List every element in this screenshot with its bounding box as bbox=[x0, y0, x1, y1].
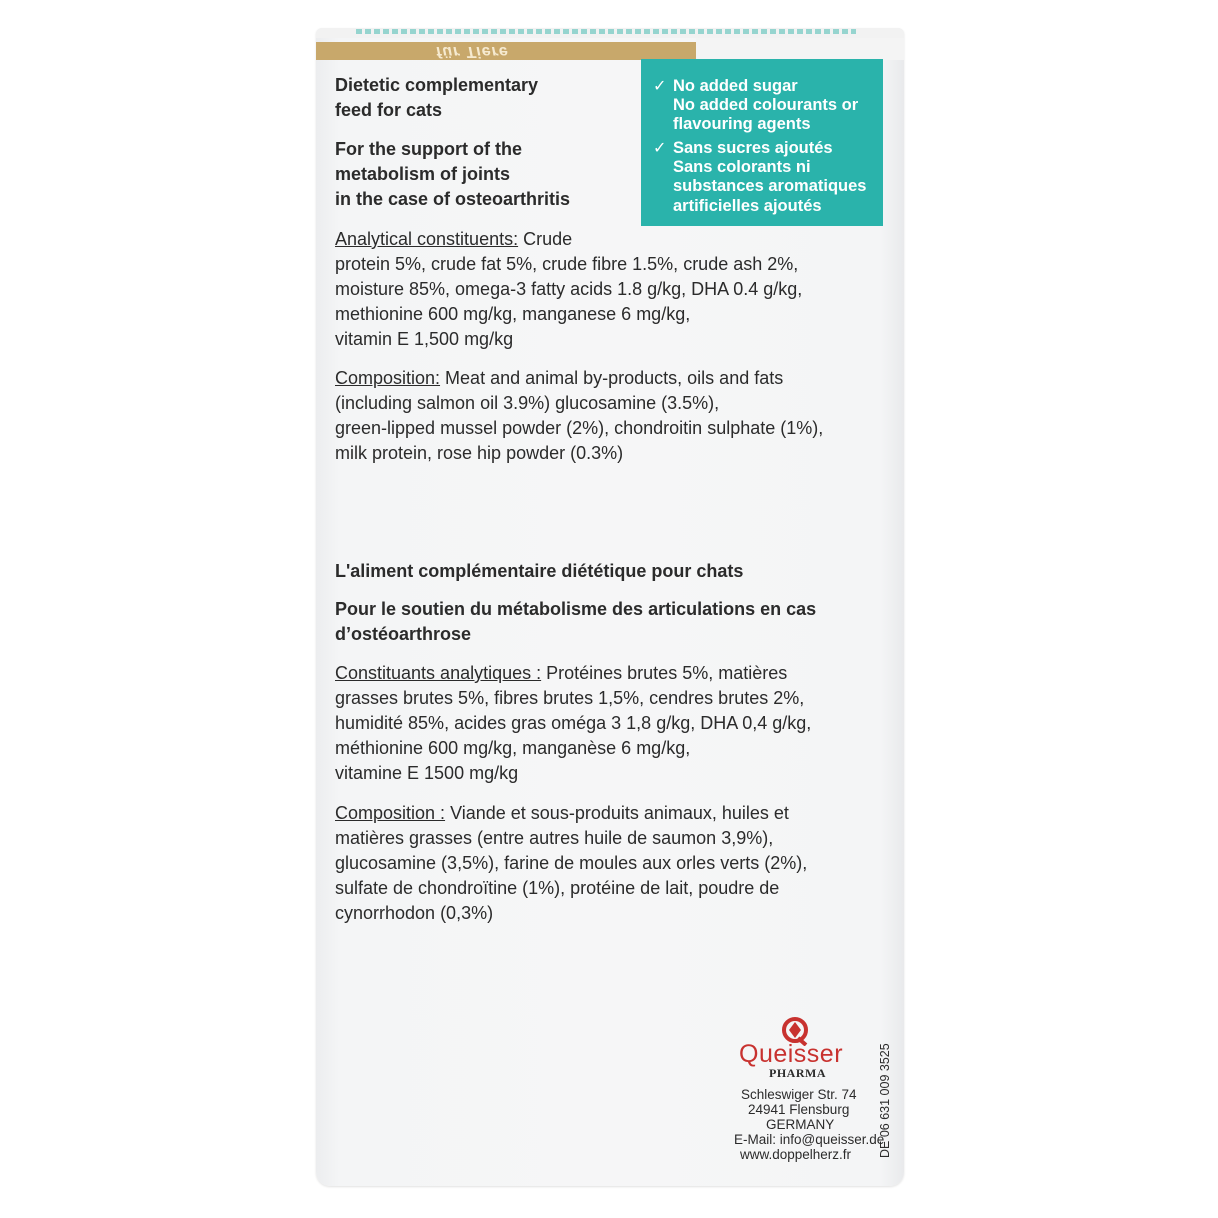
en-composition-label: Composition: bbox=[335, 368, 441, 388]
claims-fr: ✓ Sans sucres ajoutés Sans colorants ni substances aromatiques artificielles ajoutés bbox=[653, 139, 867, 215]
product-code: DE 06 631 009 3525 bbox=[878, 1043, 892, 1158]
fr-composition-line-2: matières grasses (entre autres huile de saumon 3,9%), bbox=[335, 828, 774, 848]
package-top-strip bbox=[316, 28, 904, 60]
en-composition-line-3: green-lipped mussel powder (2%), chondroitin sulphate (1%), bbox=[335, 418, 824, 438]
en-analytical-line-1: Analytical constituents: Crude bbox=[335, 229, 573, 249]
en-composition-line-2: (including salmon oil 3.9%) glucosamine (3.5%), bbox=[335, 393, 720, 413]
fr-analytical-line-2: grasses brutes 5%, fibres brutes 1,5%, cendres brutes 2%, bbox=[335, 688, 805, 708]
fr-analytical-line-4: méthionine 600 mg/kg, manganèse 6 mg/kg, bbox=[335, 738, 691, 758]
email: E-Mail: info@queisser.de bbox=[734, 1132, 885, 1147]
fr-analytical-line-3: humidité 85%, acides gras oméga 3 1,8 g/kg, DHA 0,4 g/kg, bbox=[335, 713, 812, 733]
en-analytical-label: Analytical constituents: bbox=[335, 229, 519, 249]
fr-analytical-label: Constituants analytiques : bbox=[335, 663, 542, 683]
en-heading-line-1: Dietetic complementary bbox=[335, 75, 539, 95]
address-city: 24941 Flensburg bbox=[748, 1102, 850, 1117]
fr-composition-label: Composition : bbox=[335, 803, 446, 823]
fr-heading: L'aliment complémentaire diététique pour chats bbox=[335, 561, 744, 581]
checkmark-icon: ✓ bbox=[653, 78, 667, 95]
fr-composition-line-4: sulfate de chondroïtine (1%), protéine de lait, poudre de bbox=[335, 878, 780, 898]
en-analytical-line-3: moisture 85%, omega-3 fatty acids 1.8 g/kg, DHA 0.4 g/kg, bbox=[335, 279, 803, 299]
address-street: Schleswiger Str. 74 bbox=[741, 1087, 857, 1102]
fr-subheading-line-1: Pour le soutien du métabolisme des articulations en cas bbox=[335, 599, 817, 619]
claims-en: ✓ No added sugar No added colourants or flavouring agents bbox=[653, 77, 859, 134]
en-subheading-line-1: For the support of the bbox=[335, 139, 522, 159]
en-composition-line-4: milk protein, rose hip powder (0.3%) bbox=[335, 443, 624, 463]
brand-subtitle: PHARMA bbox=[769, 1066, 826, 1080]
en-composition-line-1: Composition: Meat and animal by-products, oils and fats bbox=[335, 368, 784, 388]
fr-composition-line-5: cynorrhodon (0,3%) bbox=[335, 903, 494, 923]
en-analytical-line-4: methionine 600 mg/kg, manganese 6 mg/kg, bbox=[335, 304, 691, 324]
brand-name: Queisser bbox=[739, 1040, 844, 1068]
en-heading-line-2: feed for cats bbox=[335, 100, 443, 120]
fr-composition-line-3: glucosamine (3,5%), farine de moules aux orles verts (2%), bbox=[335, 853, 808, 873]
website: www.doppelherz.fr bbox=[740, 1147, 852, 1162]
fr-composition-line-1: Composition : Viande et sous-produits animaux, huiles et bbox=[335, 803, 789, 823]
en-analytical-line-5: vitamin E 1,500 mg/kg bbox=[335, 329, 514, 349]
fr-subheading-line-2: d’ostéoarthrose bbox=[335, 624, 472, 644]
fr-analytical-line-1: Constituants analytiques : Protéines brutes 5%, matières bbox=[335, 663, 788, 683]
en-subheading-line-3: in the case of osteoarthritis bbox=[335, 189, 571, 209]
mirrored-strip-text: für Tiere bbox=[436, 43, 509, 60]
address-country: GERMANY bbox=[766, 1117, 835, 1132]
checkmark-icon: ✓ bbox=[653, 140, 667, 157]
en-analytical-line-2: protein 5%, crude fat 5%, crude fibre 1.5%, crude ash 2%, bbox=[335, 254, 799, 274]
claims-box bbox=[641, 59, 883, 226]
en-subheading-line-2: metabolism of joints bbox=[335, 164, 511, 184]
fr-analytical-line-5: vitamine E 1500 mg/kg bbox=[335, 763, 519, 783]
